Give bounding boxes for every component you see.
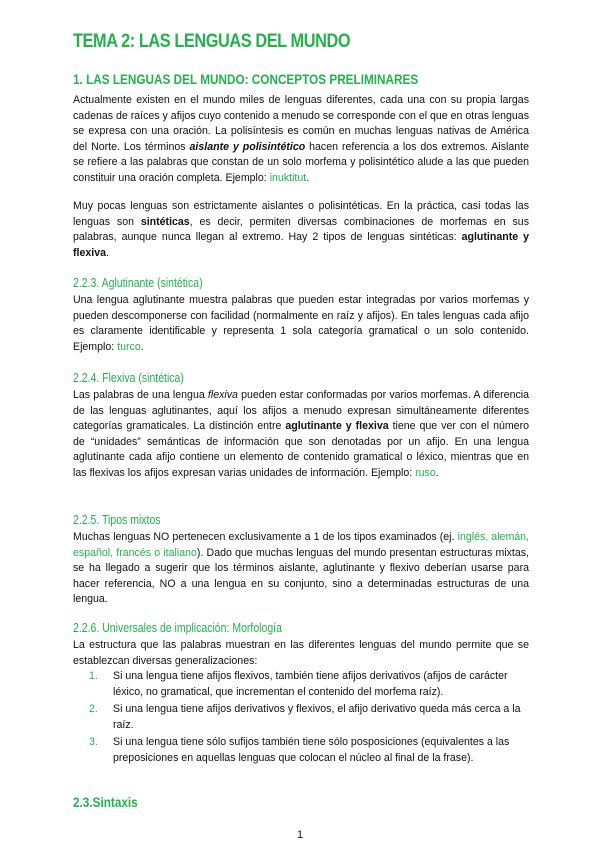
- paragraph-synthetic: Muy pocas lenguas son estrictamente aislantes o polisintéticas. En la práctica, casi todas las lenguas son sintéticas, es decir, permiten diversas combinaciones de morfemas en sus palabras, aunque nunca llegan al extremo. Hay 2 tipos de lenguas sintéticas: aglutinante y flexiva.: [73, 200, 530, 259]
- paragraph-agglutinative: Una lengua aglutinante muestra palabras que pueden estar integradas por varios morfemas y pueden descomponerse con facilidad (normalmente en raíz y afijos). En tales lenguas cada afijo es claramente identificable y representa 1 sola categoría gramatical o un solo contenido. Ejemplo: turco.: [73, 294, 529, 353]
- list-item: 1. Si una lengua tiene afijos flexivos, también tiene afijos derivativos (afijos de carácter léxico, no gramatical, que incrementan el contenido del morfema raíz).: [89, 670, 508, 698]
- universals-list: [73, 669, 529, 768]
- example-turco: turco: [117, 340, 141, 353]
- list-item: 2. Si una lengua tiene afijos derivativos y flexivos, el afijo derivativo queda más cerca a la raíz.: [89, 703, 521, 731]
- section-heading-2-2-3: 2.2.3. Aglutinante (sintética): [73, 276, 203, 290]
- example-ruso: ruso: [415, 466, 436, 479]
- page-number: 1: [296, 829, 304, 841]
- paragraph-mixed: Muchas lenguas NO pertenecen exclusivamente a 1 de los tipos examinados (ej. inglés, alemán, español, francés o italiano). Dado que muchas lenguas del mundo presentan estructuras mixtas, se ha llegado a sugerir que los términos aislante, aglutinante y flexivo deberían usarse para hacer referencia, NO a una lengua en su conjunto, sino a determinadas estructuras de una lengua.: [73, 531, 529, 605]
- list-item: 3. Si una lengua tiene sólo sufijos también tiene sólo posposiciones (equivalentes a las preposiciones en aquellas lenguas que colocan el núcleo al final de la frase).: [89, 736, 510, 764]
- paragraph-universals-intro: La estructura que las palabras muestran en las diferentes lenguas del mundo permite que se establezcan diversas generalizaciones:: [73, 639, 529, 667]
- section-heading-1: 1. LAS LENGUAS DEL MUNDO: CONCEPTOS PRELIMINARES: [73, 71, 419, 87]
- paragraph-intro: Actualmente existen en el mundo miles de lenguas diferentes, cada una con su propia largas cadenas de raíces y afijos cuyo contenido a menudo se corresponde con el que en otras lenguas se expresa con una oración. La polisíntesis es común en muchas lenguas nativas de América del Norte. Los términos aislante y polisintético hacen referencia a los dos extremos. Aislante se refiere a las palabras que constan de un solo morfema y polisintético alude a las que pueden constituir una oración completa. Ejemplo: inuktitut.: [73, 94, 529, 184]
- example-inuktitut: inuktitut: [269, 171, 307, 184]
- section-heading-2-2-6: 2.2.6. Universales de implicación: Morfología: [73, 621, 282, 635]
- paragraph-fusional: Las palabras de una lengua flexiva pueden estar conformadas por varios morfemas. A diferencia de las lenguas aglutinantes, aquí los afijos a menudo expresan simultáneamente diferentes categorías gramaticales. La distinción entre aglutinante y flexiva tiene que ver con el número de “unidades” semánticas de información que son denotadas por un afijo. En una lengua aglutinante cada afijo contiene un elemento de contenido gramatical o léxico, mientras que en las flexivas los afijos expresan varias unidades de información. Ejemplo: ruso.: [73, 389, 530, 479]
- section-heading-2-3: 2.3.Sintaxis: [73, 794, 138, 810]
- section-heading-2-2-5: 2.2.5. Tipos mixtos: [73, 513, 161, 527]
- document-title: TEMA 2: LAS LENGUAS DEL MUNDO: [73, 31, 351, 52]
- section-heading-2-2-4: 2.2.4. Flexiva (sintética): [73, 371, 184, 385]
- example-languages: inglés, alemán, español, francés o italiano: [73, 531, 529, 559]
